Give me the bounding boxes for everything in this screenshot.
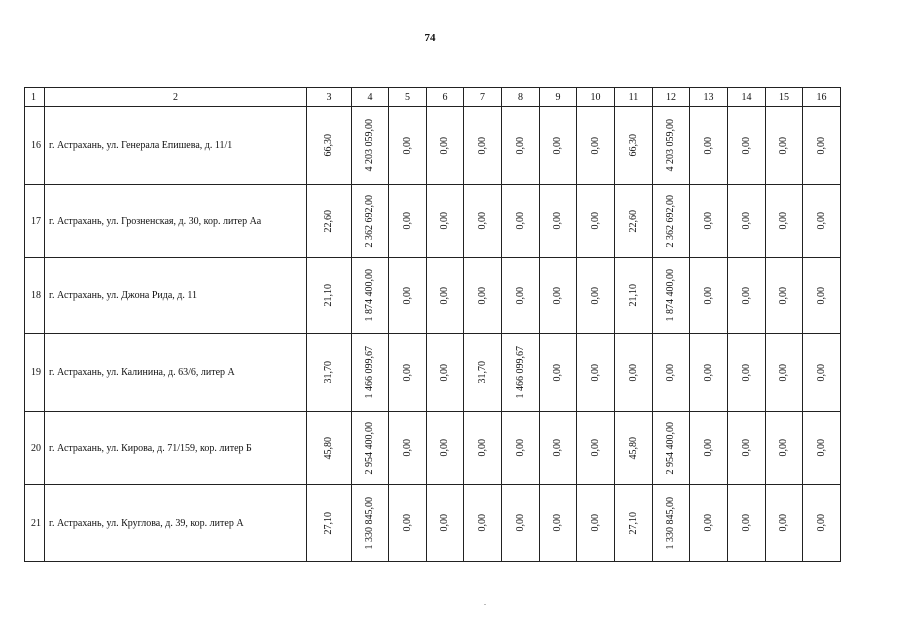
value-text: 0,00	[740, 363, 752, 382]
value-text: 0,00	[514, 439, 526, 457]
value-cell	[352, 107, 389, 185]
address-cell: г. Астрахань, ул. Грозненская, д. 30, кор. литер Аа	[45, 185, 307, 258]
value-text: 0,00	[740, 212, 752, 230]
value-text: 1 874 400,00	[364, 269, 375, 322]
value-cell	[464, 334, 502, 412]
value-text: 0,00	[476, 212, 488, 230]
row-number: 17	[25, 185, 45, 258]
value-cell	[803, 107, 841, 185]
value-cell	[653, 485, 690, 562]
value-cell	[690, 412, 728, 485]
value-cell	[389, 485, 427, 562]
value-text: 0,00	[702, 286, 714, 305]
value-text: 45,80	[323, 436, 334, 460]
value-cell	[307, 258, 352, 334]
value-cell	[690, 334, 728, 412]
value-text: 0,00	[740, 136, 752, 155]
value-text: 0,00	[815, 136, 827, 155]
value-cell	[464, 485, 502, 562]
row-number: 16	[25, 107, 45, 185]
row-number: 19	[25, 334, 45, 412]
header-cell: 5	[389, 88, 427, 107]
value-text: 0,00	[401, 136, 413, 155]
value-cell	[352, 185, 389, 258]
value-cell	[464, 258, 502, 334]
value-cell	[690, 485, 728, 562]
value-text: 0,00	[665, 363, 676, 382]
value-cell	[352, 258, 389, 334]
header-cell: 14	[728, 88, 766, 107]
value-cell	[803, 485, 841, 562]
value-text: 0,00	[778, 286, 789, 305]
value-cell	[427, 334, 464, 412]
value-cell	[690, 185, 728, 258]
value-cell	[502, 185, 540, 258]
value-text: 66,30	[323, 134, 334, 157]
value-text: 0,00	[401, 439, 413, 457]
row-number: 21	[25, 485, 45, 562]
value-text: 0,00	[815, 212, 827, 230]
value-text: 0,00	[589, 514, 601, 532]
value-text: 0,00	[476, 136, 488, 155]
value-text: 0,00	[778, 439, 789, 457]
value-cell	[615, 334, 653, 412]
value-cell	[427, 485, 464, 562]
value-text: 1 466 099,67	[514, 346, 526, 399]
value-cell	[389, 334, 427, 412]
header-cell: 4	[352, 88, 389, 107]
value-cell	[653, 334, 690, 412]
value-cell	[427, 412, 464, 485]
value-cell	[766, 334, 803, 412]
value-text: 31,70	[323, 361, 334, 384]
value-cell	[615, 485, 653, 562]
value-cell	[577, 412, 615, 485]
value-text: 1 330 845,00	[665, 496, 676, 550]
value-text: 2 362 692,00	[364, 194, 375, 248]
value-text: 0,00	[552, 363, 563, 382]
value-cell	[653, 258, 690, 334]
value-cell	[540, 258, 577, 334]
value-text: 2 954 400,00	[665, 421, 676, 475]
value-cell	[615, 107, 653, 185]
value-cell	[577, 258, 615, 334]
value-cell	[728, 107, 766, 185]
value-text: 0,00	[589, 439, 601, 457]
value-text: 0,00	[552, 514, 563, 532]
value-text: 0,00	[401, 286, 413, 305]
value-text: 0,00	[740, 514, 752, 532]
value-cell	[464, 107, 502, 185]
header-cell: 9	[540, 88, 577, 107]
value-text: 0,00	[589, 286, 601, 305]
header-cell: 3	[307, 88, 352, 107]
value-text: 0,00	[476, 286, 488, 305]
row-number: 18	[25, 258, 45, 334]
value-cell	[728, 412, 766, 485]
value-cell	[577, 485, 615, 562]
table-row	[25, 185, 841, 258]
value-text: 0,00	[778, 212, 789, 230]
value-text: 0,00	[702, 439, 714, 457]
table-row	[25, 412, 841, 485]
value-cell	[577, 185, 615, 258]
value-text: 21,10	[323, 284, 334, 307]
value-text: 0,00	[552, 136, 563, 155]
value-text: 45,80	[627, 436, 639, 460]
value-text: 0,00	[778, 363, 789, 382]
value-text: 0,00	[702, 363, 714, 382]
header-cell: 11	[615, 88, 653, 107]
value-cell	[502, 412, 540, 485]
value-cell	[389, 185, 427, 258]
value-text: 0,00	[815, 439, 827, 457]
value-text: 0,00	[401, 514, 413, 532]
value-text: 0,00	[439, 439, 450, 457]
value-text: 0,00	[589, 136, 601, 155]
value-text: 0,00	[514, 286, 526, 305]
value-text: 0,00	[589, 363, 601, 382]
header-cell: 6	[427, 88, 464, 107]
value-cell	[307, 107, 352, 185]
value-cell	[615, 412, 653, 485]
header-cell: 12	[653, 88, 690, 107]
scan-mark	[484, 604, 486, 605]
value-cell	[577, 107, 615, 185]
value-cell	[502, 258, 540, 334]
value-cell	[653, 412, 690, 485]
value-text: 4 203 059,00	[665, 119, 676, 172]
value-text: 0,00	[815, 286, 827, 305]
value-text: 1 874 400,00	[665, 269, 676, 322]
value-text: 1 330 845,00	[364, 496, 375, 550]
value-text: 27,10	[323, 511, 334, 535]
page-number: 74	[424, 32, 436, 44]
value-cell	[389, 258, 427, 334]
value-cell	[540, 412, 577, 485]
header-cell: 8	[502, 88, 540, 107]
value-cell	[307, 485, 352, 562]
value-cell	[502, 334, 540, 412]
value-cell	[352, 334, 389, 412]
header-cell: 10	[577, 88, 615, 107]
value-cell	[577, 334, 615, 412]
value-cell	[728, 258, 766, 334]
value-text: 0,00	[439, 136, 450, 155]
value-cell	[728, 185, 766, 258]
value-cell	[307, 334, 352, 412]
value-cell	[540, 185, 577, 258]
value-text: 0,00	[439, 514, 450, 532]
value-cell	[502, 107, 540, 185]
value-cell	[728, 485, 766, 562]
value-text: 0,00	[439, 363, 450, 382]
value-text: 0,00	[552, 439, 563, 457]
header-cell: 7	[464, 88, 502, 107]
value-text: 0,00	[778, 514, 789, 532]
value-text: 0,00	[740, 439, 752, 457]
value-cell	[427, 107, 464, 185]
value-cell	[352, 412, 389, 485]
header-row	[25, 88, 841, 107]
value-text: 66,30	[627, 134, 639, 157]
value-cell	[653, 107, 690, 185]
value-text: 0,00	[627, 363, 639, 382]
header-cell: 2	[45, 88, 307, 107]
value-text: 2 954 400,00	[364, 421, 375, 475]
value-text: 0,00	[476, 439, 488, 457]
value-text: 0,00	[589, 212, 601, 230]
table-row	[25, 485, 841, 562]
value-cell	[803, 185, 841, 258]
value-cell	[427, 185, 464, 258]
value-cell	[766, 107, 803, 185]
value-text: 2 362 692,00	[665, 194, 676, 248]
value-text: 0,00	[401, 212, 413, 230]
value-cell	[728, 334, 766, 412]
value-text: 0,00	[401, 363, 413, 382]
value-text: 31,70	[476, 361, 488, 384]
value-cell	[690, 258, 728, 334]
value-text: 27,10	[627, 511, 639, 535]
value-text: 0,00	[514, 136, 526, 155]
table-row	[25, 258, 841, 334]
table-row	[25, 334, 841, 412]
value-text: 0,00	[702, 212, 714, 230]
value-cell	[307, 185, 352, 258]
value-text: 0,00	[476, 514, 488, 532]
value-cell	[389, 107, 427, 185]
value-text: 0,00	[552, 212, 563, 230]
value-text: 1 466 099,67	[364, 346, 375, 399]
value-text: 0,00	[740, 286, 752, 305]
data-table	[24, 87, 841, 562]
value-cell	[540, 485, 577, 562]
value-cell	[464, 412, 502, 485]
value-cell	[803, 334, 841, 412]
value-text: 0,00	[702, 514, 714, 532]
address-cell: г. Астрахань, ул. Калинина, д. 63/6, литер А	[45, 334, 307, 412]
value-cell	[427, 258, 464, 334]
address-cell: г. Астрахань, ул. Джона Рида, д. 11	[45, 258, 307, 334]
value-cell	[307, 412, 352, 485]
value-text: 22,60	[627, 209, 639, 233]
value-cell	[653, 185, 690, 258]
value-text: 0,00	[552, 286, 563, 305]
value-cell	[690, 107, 728, 185]
value-cell	[766, 258, 803, 334]
value-cell	[352, 485, 389, 562]
value-text: 0,00	[439, 212, 450, 230]
value-cell	[766, 185, 803, 258]
header-cell: 1	[25, 88, 45, 107]
header-cell: 16	[803, 88, 841, 107]
value-cell	[464, 185, 502, 258]
value-text: 0,00	[514, 514, 526, 532]
value-cell	[502, 485, 540, 562]
value-cell	[540, 334, 577, 412]
value-text: 0,00	[702, 136, 714, 155]
value-text: 0,00	[514, 212, 526, 230]
value-cell	[803, 258, 841, 334]
value-text: 0,00	[439, 286, 450, 305]
value-text: 0,00	[815, 363, 827, 382]
table-row	[25, 107, 841, 185]
value-cell	[766, 485, 803, 562]
address-cell: г. Астрахань, ул. Генерала Епишева, д. 11/1	[45, 107, 307, 185]
header-cell: 15	[766, 88, 803, 107]
header-cell: 13	[690, 88, 728, 107]
value-text: 0,00	[815, 514, 827, 532]
value-cell	[540, 107, 577, 185]
value-cell	[389, 412, 427, 485]
row-number: 20	[25, 412, 45, 485]
value-cell	[766, 412, 803, 485]
value-text: 22,60	[323, 209, 334, 233]
value-cell	[615, 258, 653, 334]
value-text: 21,10	[627, 284, 639, 307]
address-cell: г. Астрахань, ул. Круглова, д. 39, кор. литер А	[45, 485, 307, 562]
address-cell: г. Астрахань, ул. Кирова, д. 71/159, кор. литер Б	[45, 412, 307, 485]
value-cell	[615, 185, 653, 258]
value-text: 0,00	[778, 136, 789, 155]
value-cell	[803, 412, 841, 485]
value-text: 4 203 059,00	[364, 119, 375, 172]
